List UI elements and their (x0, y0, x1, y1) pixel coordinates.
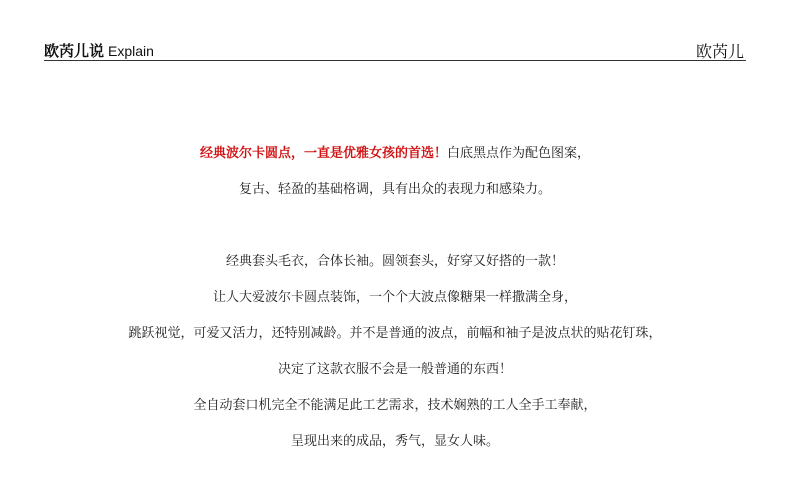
description-line-7: 全自动套口机完全不能满足此工艺需求，技术娴熟的工人全手工奉献， (193, 398, 597, 413)
description-line-8: 呈现出来的成品，秀气，显女人味。 (290, 434, 499, 449)
section-title-en: Explain (108, 43, 154, 59)
section-header (44, 38, 746, 61)
description-line-3: 经典套头毛衣，合体长袖。圆领套头，好穿又好搭的一款！ (225, 254, 564, 269)
description-line-1-rest: 白底黑点作为配色图案， (447, 146, 591, 161)
section-title-cn: 欧芮儿说 (44, 42, 105, 60)
description-line-5: 跳跃视觉，可爱又活力，还特别减龄。并不是普通的波点，前幅和袖子是波点状的贴花钉珠， (128, 326, 662, 341)
description-line-4: 让人大爱波尔卡圆点装饰，一个个大波点像糖果一样撒满全身， (212, 290, 577, 305)
description-line-6: 决定了这款衣服不会是一般普通的东西！ (277, 362, 512, 377)
description-line-1 (0, 142, 790, 161)
highlight-text: 经典波尔卡圆点，一直是优雅女孩的首选！ (199, 146, 447, 161)
section-title (44, 40, 154, 61)
description-line-2: 复古、轻盈的基础格调，具有出众的表现力和感染力。 (238, 182, 551, 197)
brand-name: 欧芮儿 (695, 42, 744, 61)
